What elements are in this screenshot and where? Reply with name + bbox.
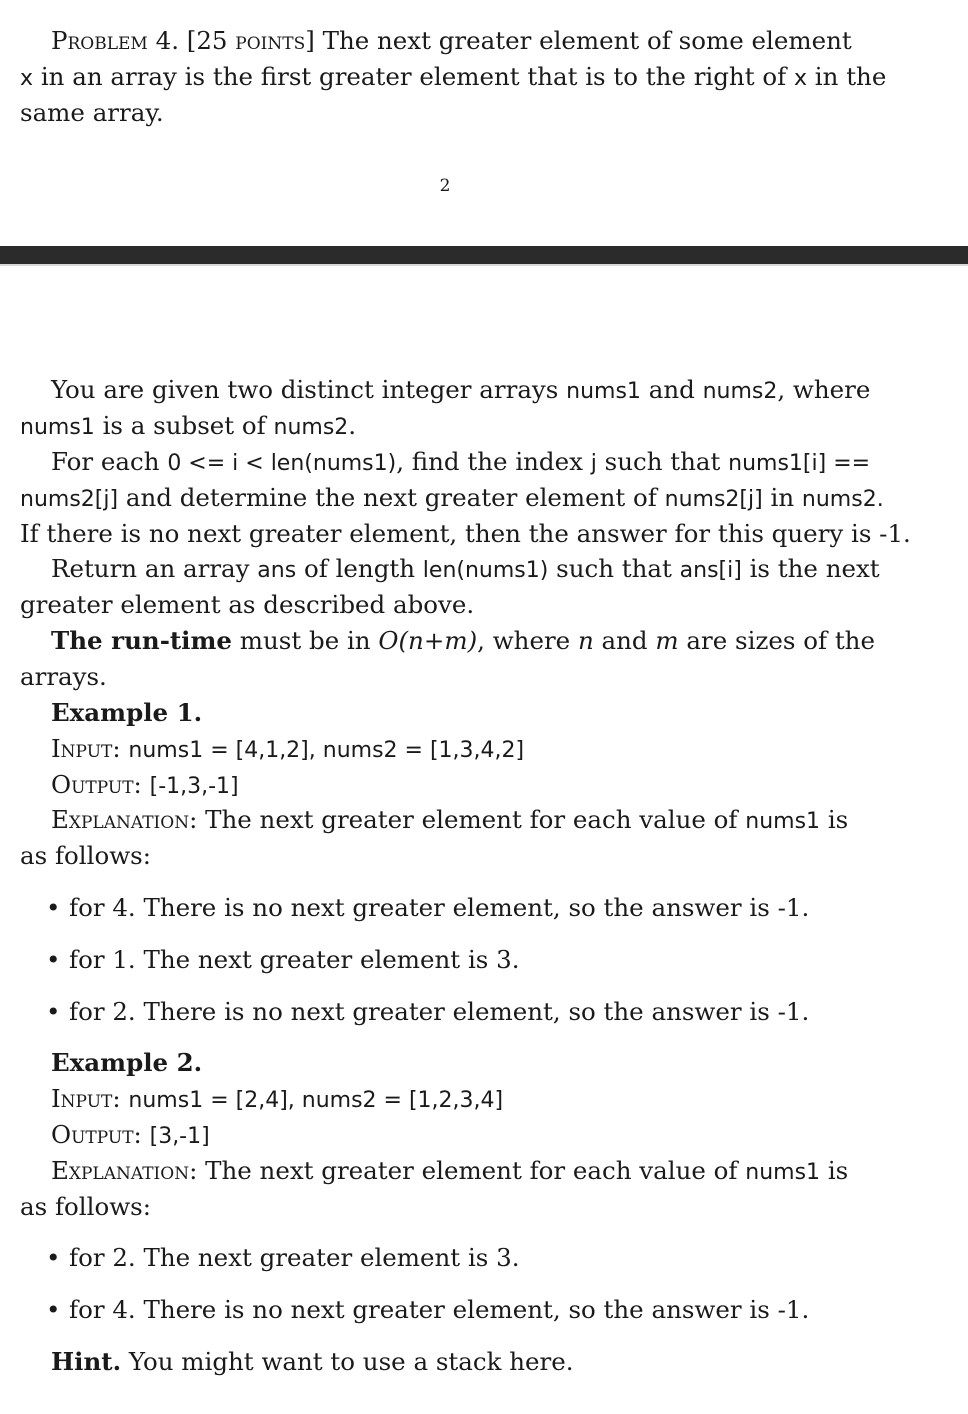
- code-len: len(nums1): [422, 558, 549, 583]
- example-1-output: [51, 767, 911, 805]
- hint: [51, 1344, 911, 1380]
- problem-intro-text: The next greater element of some element: [314, 26, 852, 55]
- text: For each: [51, 447, 168, 476]
- hint-label: Hint.: [51, 1347, 122, 1376]
- paragraph-1-line-1: [51, 372, 911, 410]
- output-value: [-1,3,-1]: [149, 774, 239, 799]
- example-2-explanation: [51, 1153, 911, 1191]
- code-ans: ans: [257, 558, 297, 583]
- bold-run-time: The run-time: [51, 626, 232, 655]
- text: The next greater element for each value of: [197, 1156, 746, 1185]
- list-item: • for 2. There is no next greater element, so the answer is -1.: [46, 997, 810, 1026]
- paragraph-2-line-1: [51, 444, 911, 482]
- example-1-explanation-line-2: as follows:: [20, 841, 152, 870]
- text: , where: [777, 375, 871, 404]
- example-2-title: Example 2.: [51, 1048, 203, 1077]
- text: is a subset of: [94, 411, 274, 440]
- text: The next greater element for each value of: [197, 805, 746, 834]
- code-nums2-j: nums2[j]: [664, 487, 763, 512]
- code-nums2-j: nums2[j]: [20, 487, 119, 512]
- code-nums1: nums1: [745, 809, 821, 834]
- input-label: Input:: [51, 734, 121, 763]
- code-nums2: nums2.: [801, 487, 884, 512]
- problem-intro-line-3: same array.: [20, 98, 164, 127]
- previous-page-fragment: [0, 0, 968, 246]
- paragraph-3-line-2: greater element as described above.: [20, 590, 475, 619]
- problem-intro-text-3: in the: [807, 62, 887, 91]
- text: , where: [477, 626, 578, 655]
- code-j: j: [590, 451, 597, 476]
- text: such that: [596, 447, 729, 476]
- example-2-input: [51, 1081, 911, 1119]
- output-label: Output:: [51, 770, 142, 799]
- page-divider-shadow: [0, 264, 968, 266]
- hint-text: You might want to use a stack here.: [121, 1347, 574, 1376]
- example-2-output: [51, 1117, 911, 1155]
- list-item-text: for 4. There is no next greater element, so the answer is -1.: [69, 1295, 810, 1324]
- list-item-text: for 2. There is no next greater element, so the answer is -1.: [69, 997, 810, 1026]
- list-item: • for 4. There is no next greater element, so the answer is -1.: [46, 893, 810, 922]
- explanation-label: Explanation:: [51, 805, 198, 834]
- page-divider: [0, 246, 968, 264]
- code-condition: 0 <= i < len(nums1): [167, 451, 397, 476]
- paragraph-2-line-3: If there is no next greater element, then the answer for this query is -1.: [20, 519, 911, 548]
- paragraph-4-line-1: [51, 623, 911, 659]
- math-m: m: [655, 626, 679, 655]
- text: must be in: [232, 626, 379, 655]
- text: and: [640, 375, 703, 404]
- paragraph-2-line-2: [20, 480, 884, 518]
- text: .: [348, 411, 357, 440]
- problem-label: Problem 4.: [51, 26, 179, 55]
- problem-heading-line: [51, 23, 911, 59]
- example-1-input: [51, 731, 911, 769]
- math-n: n: [577, 626, 594, 655]
- page-number: 2: [439, 176, 451, 196]
- paragraph-1-line-2: [20, 408, 880, 446]
- list-item-text: for 2. The next greater element is 3.: [69, 1243, 520, 1272]
- text: in: [762, 483, 802, 512]
- code-nums1: nums1: [566, 379, 641, 404]
- text: is the next: [741, 554, 880, 583]
- math-complexity: O(n+m): [378, 626, 478, 655]
- text: such that: [548, 554, 680, 583]
- text: and determine the next greater element of: [118, 483, 665, 512]
- input-value: nums1 = [2,4], nums2 = [1,2,3,4]: [128, 1088, 504, 1113]
- text: is: [820, 1156, 849, 1185]
- text: Return an array: [51, 554, 258, 583]
- paragraph-3-line-1: [51, 551, 911, 589]
- list-item: • for 2. The next greater element is 3.: [46, 1243, 520, 1272]
- var-x-2: x: [793, 66, 807, 91]
- text: are sizes of the: [678, 626, 875, 655]
- problem-intro-text-2: in an array is the first greater element that is to the right of: [33, 62, 794, 91]
- list-item-text: for 1. The next greater element is 3.: [69, 945, 520, 974]
- code-ans-i: ans[i]: [679, 558, 742, 583]
- list-item: • for 1. The next greater element is 3.: [46, 945, 520, 974]
- code-nums2: nums2: [702, 379, 778, 404]
- list-item-text: for 4. There is no next greater element, so the answer is -1.: [69, 893, 810, 922]
- paragraph-4-line-2: arrays.: [20, 662, 107, 691]
- text: You are given two distinct integer arrays: [51, 375, 567, 404]
- text: , find the index: [396, 447, 591, 476]
- list-item: • for 4. There is no next greater element, so the answer is -1.: [46, 1295, 810, 1324]
- code-nums1: nums1: [745, 1160, 821, 1185]
- input-value: nums1 = [4,1,2], nums2 = [1,3,4,2]: [128, 738, 525, 763]
- output-label: Output:: [51, 1120, 142, 1149]
- explanation-label: Explanation:: [51, 1156, 198, 1185]
- problem-points: [25 points]: [186, 26, 315, 55]
- text: and: [593, 626, 656, 655]
- code-nums1: nums1: [20, 415, 95, 440]
- example-1-title: Example 1.: [51, 698, 203, 727]
- text: is: [820, 805, 849, 834]
- output-value: [3,-1]: [149, 1124, 210, 1149]
- var-x: x: [20, 66, 34, 91]
- code-nums2: nums2: [273, 415, 349, 440]
- example-1-explanation: [51, 802, 911, 840]
- code-equality: nums1[i] ==: [728, 451, 871, 476]
- text: of length: [296, 554, 423, 583]
- example-2-explanation-line-2: as follows:: [20, 1192, 152, 1221]
- problem-intro-line-2: [20, 59, 887, 97]
- input-label: Input:: [51, 1084, 121, 1113]
